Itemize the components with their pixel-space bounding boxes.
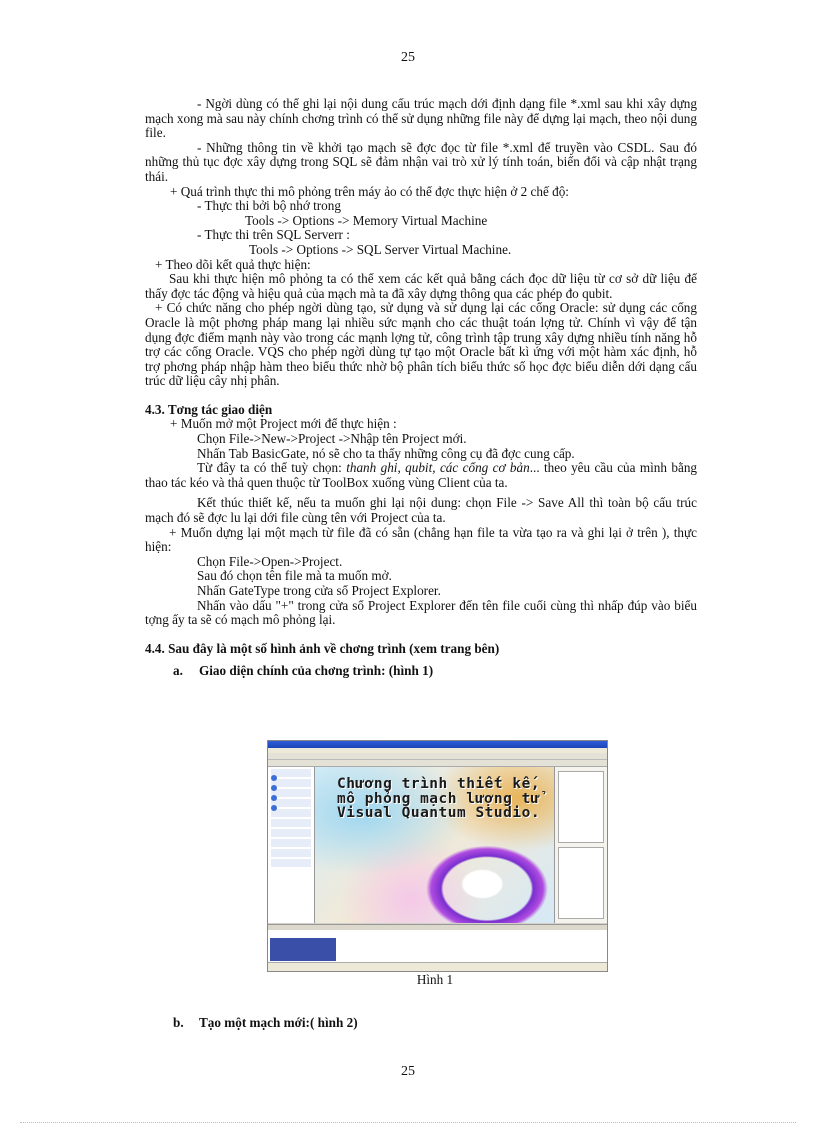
toolbox-item xyxy=(271,829,311,837)
toolbar xyxy=(268,753,607,760)
paragraph: + Quá trình thực thi mô phỏng trên máy ảo có thể đợc thực hiện ở 2 chế độ: xyxy=(170,183,569,199)
properties-grid xyxy=(558,847,604,919)
subheading-text: Giao diện chính của chơng trình: (hình 1) xyxy=(199,663,434,679)
italic-text: thanh ghi, qubit, các cổng cơ bản xyxy=(346,460,530,476)
page-number-top: 25 xyxy=(401,50,415,65)
splash-canvas xyxy=(315,767,554,923)
section-heading-4-3: 4.3. Tơng tác giao diện xyxy=(145,401,273,417)
paragraph xyxy=(145,461,697,490)
figure-caption: Hình 1 xyxy=(416,972,454,987)
page-number-bottom: 25 xyxy=(401,1064,415,1079)
paragraph: Nhấn vào dấu "+" trong cửa sổ Project Explorer đến tên file cuối cùng thì nhấp đúp vào biểu tợng ấy ta sẽ có mạch mô phỏng lại. xyxy=(145,597,697,628)
paragraph: Chọn File->New->Project ->Nhập tên Project mới. xyxy=(197,431,467,447)
text-run: Từ đây ta có thể tuỳ chọn: xyxy=(197,460,347,476)
paragraph: - Thực thi bởi bộ nhớ trong xyxy=(197,198,341,214)
paragraph: Chọn File->Open->Project. xyxy=(197,553,343,569)
toolbar xyxy=(268,760,607,767)
text-run: ... theo yêu cầu của mình bằng thao tác kéo và thả quen thuộc từ ToolBox xuống vùng Client của ta. xyxy=(145,460,698,490)
menu-path: Tools -> Options -> SQL Server Virtual Machine. xyxy=(249,241,512,257)
paragraph: Nhấn GateType trong cửa sổ Project Explorer. xyxy=(197,583,441,598)
menu-path: Tools -> Options -> Memory Virtual Machine xyxy=(245,212,488,228)
paragraph: Sau đó chọn tên file mà ta muốn mở. xyxy=(197,568,392,584)
list-label: b. xyxy=(173,1015,184,1030)
output-panel xyxy=(268,924,607,963)
toolbox-panel xyxy=(268,767,315,923)
toolbox-item xyxy=(271,779,311,787)
output-block xyxy=(270,938,336,961)
status-bar xyxy=(268,962,607,971)
subheading-b xyxy=(173,1015,358,1031)
document-body xyxy=(145,97,697,679)
figure-screenshot xyxy=(267,740,608,972)
paragraph: + Muốn dựng lại một mạch từ file đã có sẵn (chẳng hạn file ta vừa tạo ra và ghi lại ở trên ), thực hiện: xyxy=(145,524,697,555)
paragraph: Kết thúc thiết kế, nếu ta muốn ghi lại nội dung: chọn File -> Save All thì toàn bộ cấu trúc mạch đó sẽ đợc lu lại dới file cùng tên với Project của ta. xyxy=(145,495,697,526)
subheading-text: Tạo một mạch mới:( hình 2) xyxy=(199,1015,358,1030)
project-explorer-panel xyxy=(554,767,607,923)
paragraph: - Những thông tin về khởi tạo mạch sẽ đợc đọc từ file *.xml để truyền vào CSDL. Sau đó những thủ tục đợc xây dựng trong SQL sẽ đảm nhận vai trò xử lý tính toán, biến đổi và cập nhật trạng thái. xyxy=(145,139,697,184)
toolbox-item xyxy=(271,819,311,827)
paragraph: - Ngời dùng có thể ghi lại nội dung cấu trúc mạch dới định dạng file *.xml sau khi xây dựng mạch xong mà sau này chính chơng trình có thể sử dụng những file này để dựng lại mạch, theo nội dung file. xyxy=(145,96,697,141)
paragraph: + Theo dõi kết quả thực hiện: xyxy=(155,256,311,272)
toolbox-item xyxy=(271,809,311,817)
paragraph: Nhấn Tab BasicGate, nó sẽ cho ta thấy những công cụ đã đợc cung cấp. xyxy=(197,445,575,461)
window-titlebar xyxy=(268,741,607,748)
subheading-a xyxy=(145,664,697,679)
paragraph: - Thực thi trên SQL Serverr : xyxy=(197,227,350,243)
explorer-tree xyxy=(558,771,604,843)
toolbox-item xyxy=(271,859,311,867)
paragraph: + Muốn mở một Project mới để thực hiện : xyxy=(170,416,397,432)
section-heading-4-4: 4.4. Sau đây là một số hình ảnh về chơng trình (xem trang bên) xyxy=(145,640,500,656)
toolbox-item xyxy=(271,789,311,797)
toolbox-item xyxy=(271,769,311,777)
panel-header xyxy=(268,925,607,930)
toolbox-item xyxy=(271,849,311,857)
splash-text: Chương trình thiết kế, mô phỏng mạch lượng tử Visual Quantum Studio. xyxy=(337,776,541,821)
toolbox-item xyxy=(271,799,311,807)
toolbox-item xyxy=(271,839,311,847)
paragraph: + Có chức năng cho phép ngời dùng tạo, sử dụng và sử dụng lại các cổng Oracle: sử dụng các cổng Oracle là một phơng pháp mang lại nhiều sức mạnh cho các thuật toán lợng tử. Chính vì vậy để tận dụng đợc điểm mạnh này vào trong các mạnh lợng tử, công trình tập trung xây dựng nhiều tính năng hỗ trợ các cổng Oracle. VQS cho phép ngời dùng tự tạo một Oracle bất kì ứng với một hàm xác định, hỗ trợ phơng pháp nhập hàm theo biểu thức nhờ bộ phân tích biểu thức số học đợc biểu diễn dới dạng cấu trúc dữ liệu cây nhị phân. xyxy=(145,300,697,389)
paragraph: Sau khi thực hiện mô phỏng ta có thể xem các kết quả bằng cách đọc dữ liệu từ cơ sở dữ liệu để thấy đợc tác động và hiệu quả của mạch mà ta đã xây dựng thông qua các phép đo qubit. xyxy=(145,271,697,301)
list-label: a. xyxy=(173,663,183,679)
